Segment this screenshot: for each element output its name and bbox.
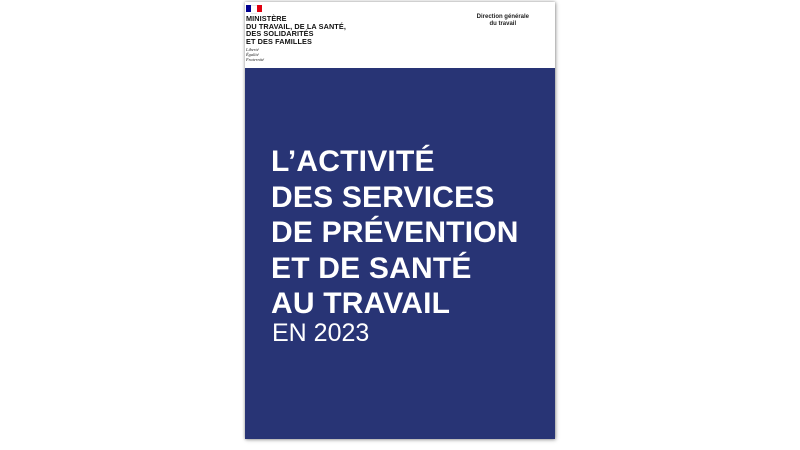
motto-line: Égalité — [246, 51, 259, 57]
french-flag-logo — [246, 5, 262, 12]
title-line: L’ACTIVITÉ — [271, 145, 435, 178]
direction-line: Direction générale — [476, 14, 529, 20]
title-line: DES SERVICES — [271, 180, 495, 214]
motto-line: Liberté — [246, 47, 259, 52]
report-cover — [245, 2, 555, 439]
title-line: DE PRÉVENTION — [271, 216, 519, 249]
motto-line: Fraternité — [246, 56, 265, 62]
ministry-line: MINISTÈRE — [246, 14, 287, 23]
cover-title-panel — [245, 68, 555, 439]
ministry-line: DU TRAVAIL, DE LA SANTÉ, — [246, 21, 346, 31]
direction-label — [477, 14, 529, 29]
title-line: AU TRAVAIL — [271, 287, 451, 320]
cover-header — [245, 2, 555, 68]
cover-title — [271, 144, 519, 322]
ministry-line: DES SOLIDARITÉS — [246, 29, 314, 39]
cover-year: EN 2023 — [272, 319, 370, 347]
direction-line: du travail — [489, 21, 517, 28]
title-line: ET DE SANTÉ — [271, 251, 472, 285]
flag-red-band — [257, 5, 262, 12]
ministry-name — [246, 15, 346, 45]
ministry-line: ET DES FAMILLES — [246, 36, 312, 46]
republic-motto — [246, 48, 264, 62]
